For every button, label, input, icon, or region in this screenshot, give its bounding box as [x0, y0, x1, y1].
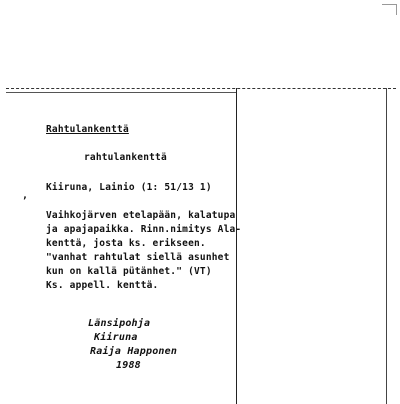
- card-header: Rahtulankenttä: [46, 124, 129, 135]
- body-line-3: kenttä, josta ks. erikseen.: [46, 238, 206, 249]
- card-corner-mark: [382, 4, 397, 15]
- signature-collector: Raija Happonen: [90, 346, 178, 357]
- card-top-rule-inner: [6, 92, 236, 93]
- bullet-mark: ,: [22, 190, 29, 201]
- card-column-divider: [236, 88, 237, 404]
- location-line: Kiiruna, Lainio (1: 51/13 1): [46, 182, 212, 193]
- body-line-5: kun on kallä pütänhet." (VT): [46, 266, 212, 277]
- signature-place: Kiiruna: [94, 332, 138, 343]
- body-line-6: Ks. appell. kenttä.: [46, 280, 159, 291]
- signature-region: Länsipohja: [88, 318, 151, 329]
- body-line-4: "vanhat rahtulat siellä asunhet: [46, 252, 230, 263]
- signature-year: 1988: [116, 360, 141, 371]
- card-subheader: rahtulankenttä: [84, 152, 167, 163]
- body-line-1: Vaihkojärven etelapään, kalatupa: [46, 210, 236, 221]
- card-right-edge: [386, 88, 387, 404]
- body-line-2: ja apajapaikka. Rinn.nimitys Ala-: [46, 224, 242, 235]
- card-top-rule: [6, 88, 396, 89]
